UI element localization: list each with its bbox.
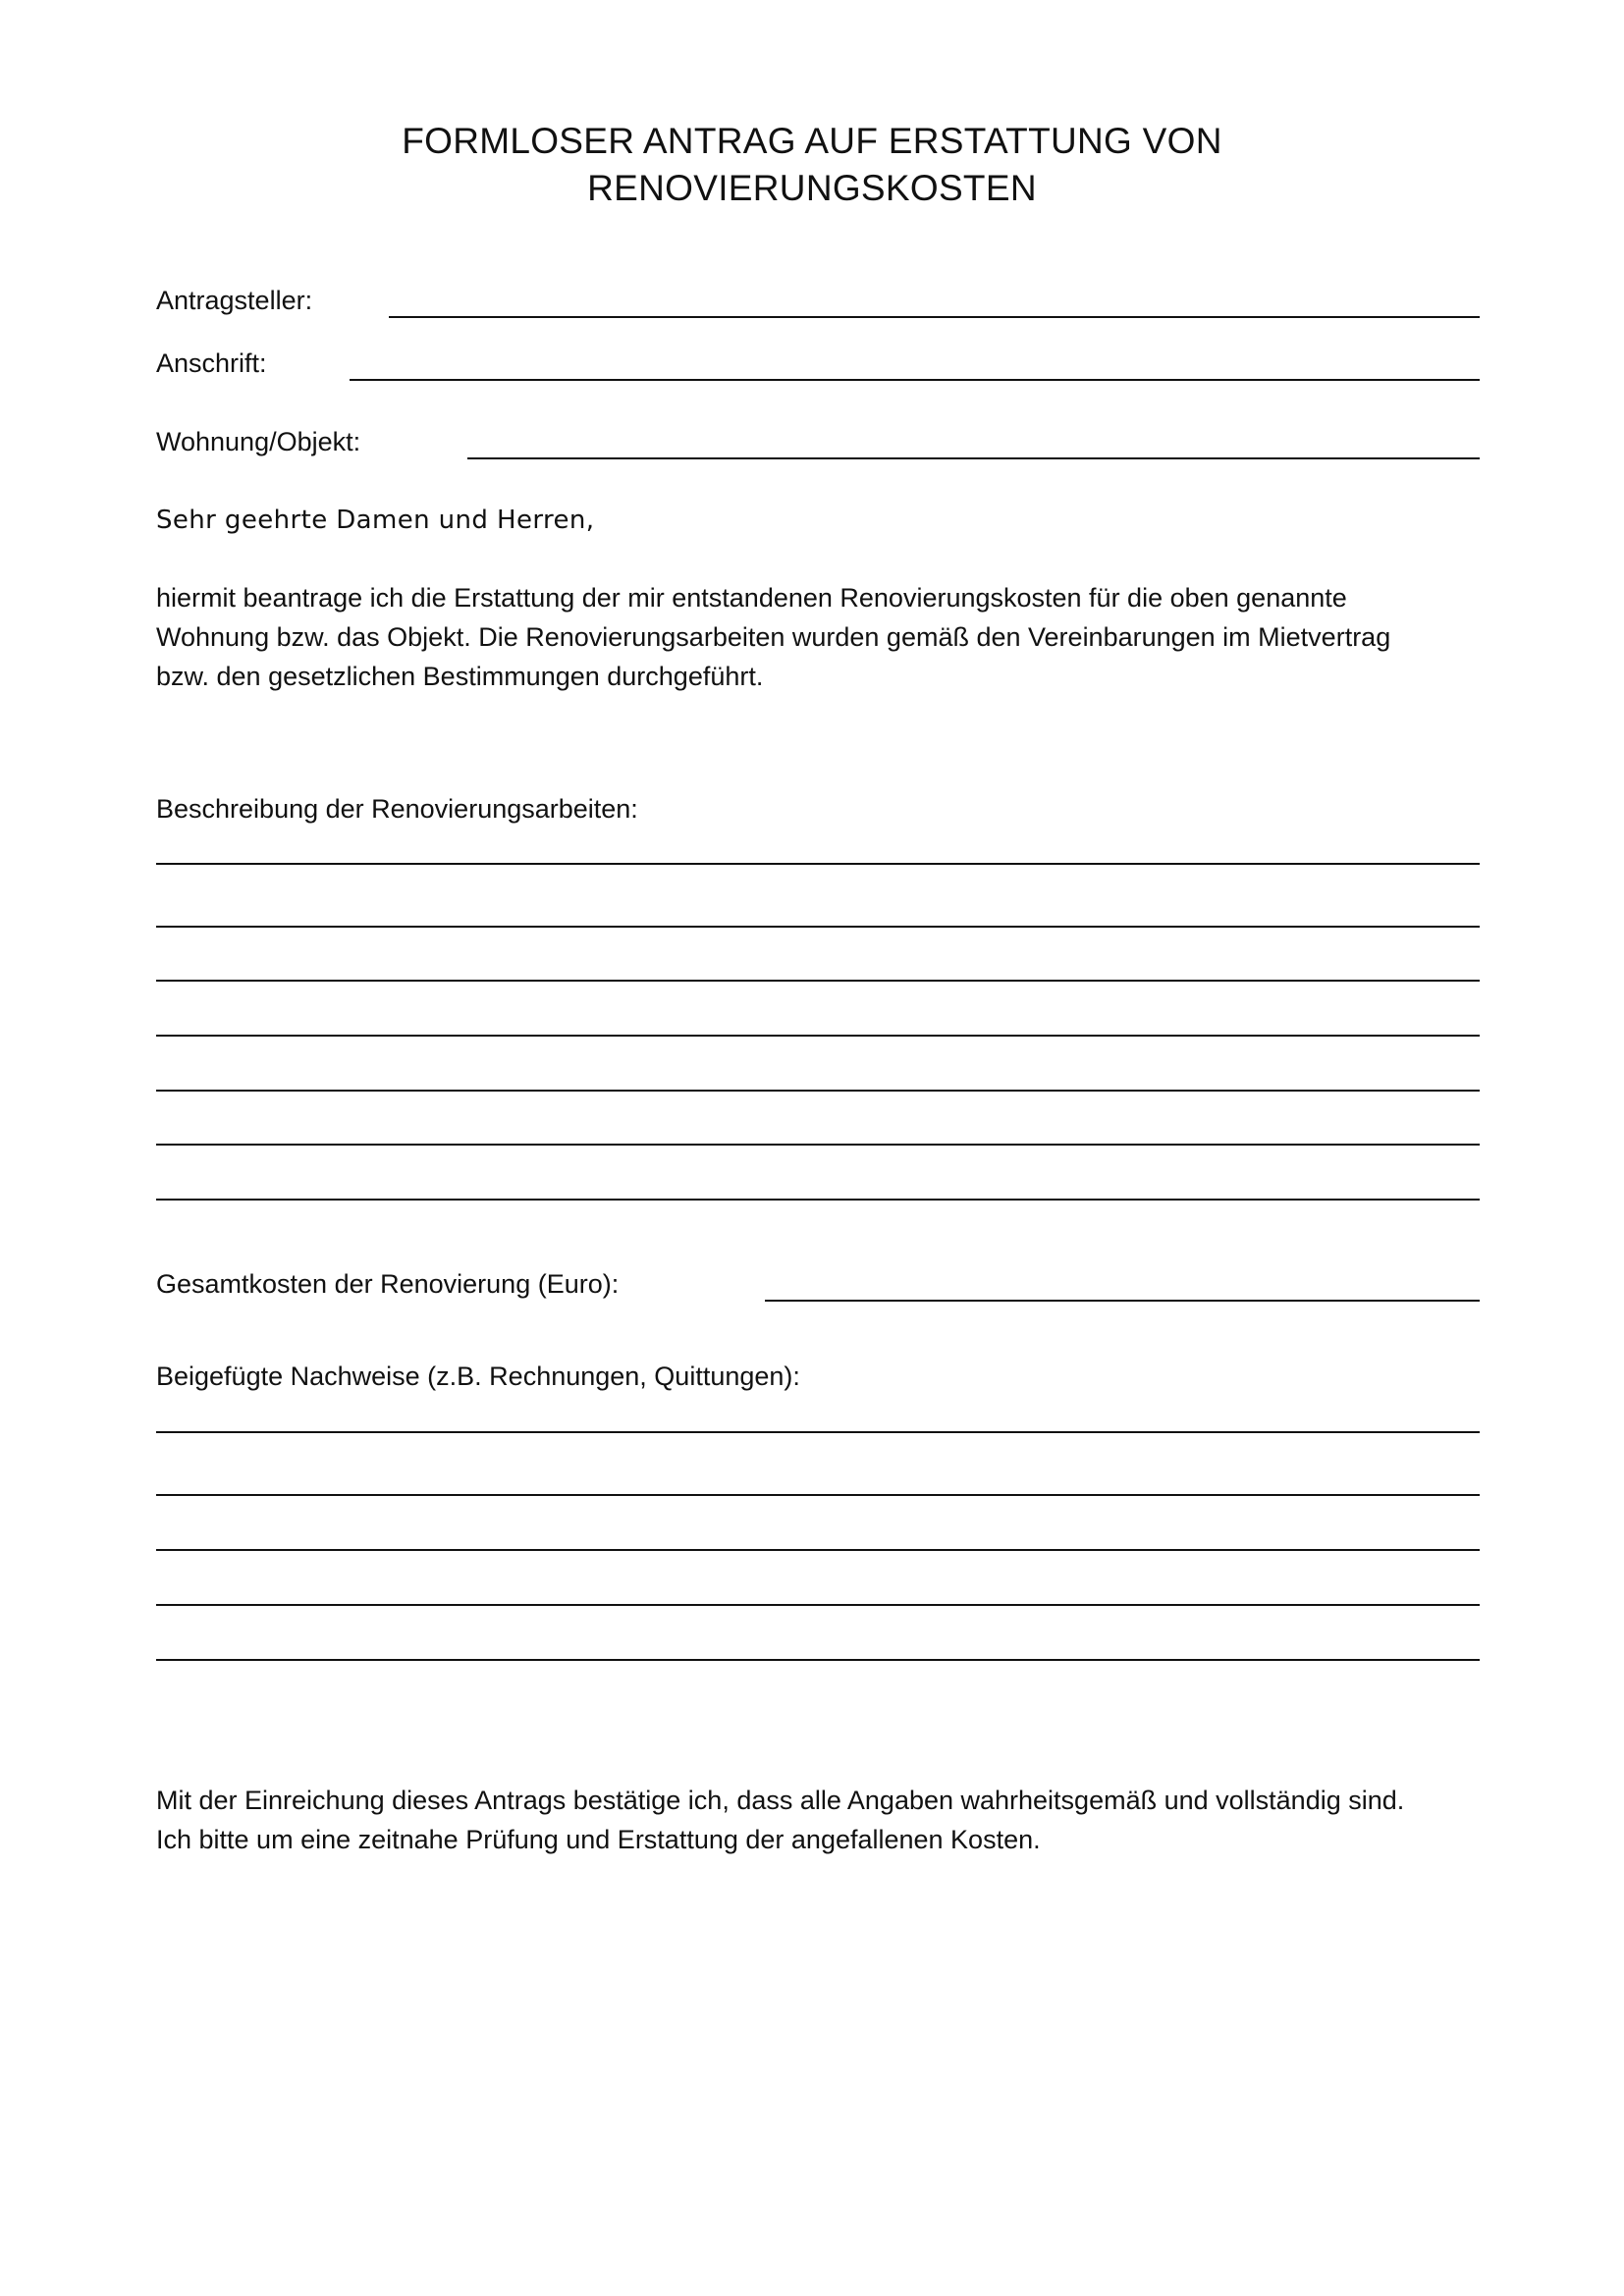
property-field[interactable] (467, 457, 1480, 459)
description-line[interactable] (156, 863, 1480, 865)
attachments-line[interactable] (156, 1494, 1480, 1496)
description-line[interactable] (156, 1199, 1480, 1201)
applicant-label: Antragsteller: (156, 286, 313, 315)
attachments-line[interactable] (156, 1659, 1480, 1661)
title-line-2: RENOVIERUNGSKOSTEN (587, 168, 1037, 208)
description-label: Beschreibung der Renovierungsarbeiten: (156, 794, 638, 824)
salutation: Sehr geehrte Damen und Herren, (156, 506, 595, 535)
description-line[interactable] (156, 926, 1480, 928)
description-line[interactable] (156, 1144, 1480, 1146)
description-line[interactable] (156, 980, 1480, 982)
attachments-line[interactable] (156, 1431, 1480, 1433)
document-title (0, 118, 1624, 212)
description-line[interactable] (156, 1090, 1480, 1092)
intro-line-3: bzw. den gesetzlichen Bestimmungen durchgeführt. (156, 662, 764, 691)
total-cost-field[interactable] (765, 1300, 1480, 1302)
attachments-label: Beigefügte Nachweise (z.B. Rechnungen, Quittungen): (156, 1362, 800, 1391)
address-field[interactable] (350, 379, 1480, 381)
intro-line-2: Wohnung bzw. das Objekt. Die Renovierungsarbeiten wurden gemäß den Vereinbarungen im Mietvertrag (156, 622, 1391, 652)
total-cost-label: Gesamtkosten der Renovierung (Euro): (156, 1269, 620, 1299)
closing-paragraph (156, 1781, 1511, 1859)
attachments-line[interactable] (156, 1604, 1480, 1606)
title-line-1: FORMLOSER ANTRAG AUF ERSTATTUNG VON (402, 121, 1222, 161)
property-label: Wohnung/Objekt: (156, 427, 361, 456)
description-line[interactable] (156, 1035, 1480, 1037)
intro-line-1: hiermit beantrage ich die Erstattung der mir entstandenen Renovierungskosten für die oben genannte (156, 583, 1347, 613)
address-label: Anschrift: (156, 348, 267, 378)
applicant-field[interactable] (389, 316, 1480, 318)
closing-line-1: Mit der Einreichung dieses Antrags bestätige ich, dass alle Angaben wahrheitsgemäß und vollständig sind. (156, 1786, 1405, 1815)
intro-paragraph (156, 578, 1511, 696)
closing-line-2: Ich bitte um eine zeitnahe Prüfung und Erstattung der angefallenen Kosten. (156, 1825, 1041, 1854)
attachments-line[interactable] (156, 1549, 1480, 1551)
